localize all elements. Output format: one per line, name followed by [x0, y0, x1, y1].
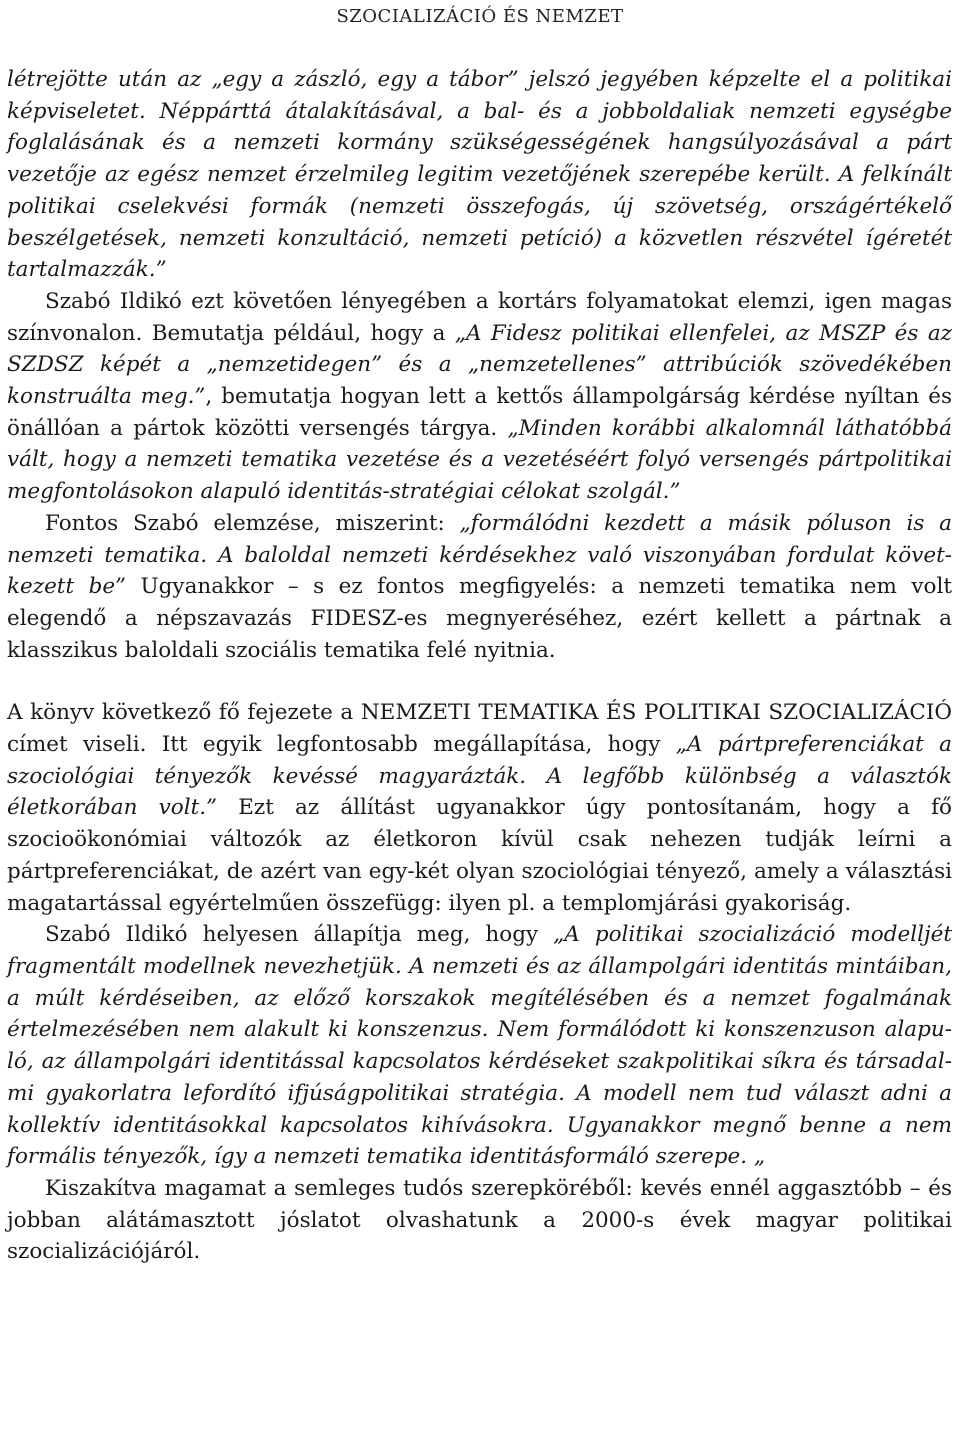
paragraph	[7, 697, 952, 919]
text-run: Fontos Szabó elemzése, miszerint:	[45, 510, 460, 536]
text-run: Kiszakítva magamat a semleges tudós szerepköréből: kevés ennél aggasztóbb – és jobban alátámasztott jóslatot olvashatunk a 2000-s évek magyar politikai szocializációjáról.	[7, 1175, 952, 1265]
text-run: Szabó Ildikó helyesen állapítja meg, hogy	[45, 922, 554, 948]
italic-quote: „formálódni kezdett a másik póluson is a nemzeti tematika. A baloldal nemzeti kérdésekhez való viszonyában fordulat következett be”	[7, 510, 953, 600]
paragraph	[7, 1173, 952, 1268]
italic-quote: „A pártpreferenciákat a szociológiai tényezők kevéssé magyarázták. A legfőbb különbség a választók életkorában volt.”	[7, 732, 952, 821]
body-text	[7, 64, 952, 1268]
paragraph	[7, 286, 952, 508]
text-run: Ezt az állítást ugyanakkor úgy pontosítanám, hogy a fő szocioökonómiai változók az életkoron kívül csak nehezen tudják leírni a pártpreferenciákat, de azért van egy-két olyan szociológiai tényező, amely a választási magatartással egyértelműen összefügg: ilyen pl. a templomjárási gyakoriság.	[7, 795, 952, 916]
italic-quote: „A Fidesz politikai ellenfelei, az MSZP és az SZDSZ képét a „nemzetidegen” és a „nemzetellenes” attribúciók szövedékében konstruálta meg.”	[7, 320, 952, 410]
italic-quote: létrejötte után az „egy a zászló, egy a tábor” jelszó jegyében képzelte el a politikai képviseletet. Néppárttá átalakításával, a bal- és a jobboldaliak nemzeti egységbe foglalásának és a nemzeti kormány szükségességének hangsúlyozásával a párt vezetője az egész nemzet érzelmileg legitim vezetőjének szerepébe került. A felkínált politikai cselekvési formák (nemzeti összefogás, új szövetség, országértékelő beszélgetések, nemzeti konzultáció, nemzeti petíció) a közvetlen részvétel ígéretét tartalmazzák.”	[7, 67, 952, 283]
paragraph	[7, 919, 952, 1173]
paragraph	[7, 508, 952, 667]
paragraph	[7, 64, 952, 286]
text-run: , bemutatja hogyan lett a kettős állampolgárság kérdése nyíltan és önállóan a pártok közötti versengés tárgya.	[7, 384, 952, 441]
text-run: Szabó Ildikó ezt követően lényegében a kortárs folyamatokat elemzi, igen magas színvonalon. Bemutatja például, hogy a	[7, 288, 952, 346]
text-run: Ugyanakkor – s ez fontos megfigyelés: a nemzeti tematika nem volt elegendő a népszavazás FIDESZ-es megnyeréséhez, ezért kellett a pártnak a klasszikus baloldali szociális tematika felé nyitnia.	[7, 574, 952, 663]
italic-quote: „Minden korábbi alkalomnál láthatóbbá vált, hogy a nemzeti tematika vezetése és a vezetéséért folyó versengés pártpolitikai megfontolásokon alapuló identitás-stratégiai célokat szolgál.”	[7, 415, 953, 505]
running-head: SZOCIALIZÁCIÓ ÉS NEMZET	[336, 6, 624, 27]
italic-quote: „A politikai szocializáció modelljét fragmentált modellnek nevezhetjük. A nemzeti és az állampolgári identitás mintáiban, a múlt kérdéseiben, az előző korszakok megítélésében és a nemzet fogalmának értelmezésében nem alakult ki konszenzus. Nem formálódott ki konszenzuson alapuló, az állampolgári identitással kapcsolatos kérdéseket szakpolitikai síkra és társadalmi gyakorlatra lefordító ifjúságpolitikai stratégia. A modell nem tud választ adni a kollektív identitásokkal kapcsolatos kihívásokra. Ugyanakkor megnő benne a nem formális tényezők, így a nemzeti tematika identitásformáló szerepe. „	[7, 922, 952, 1170]
text-run: A könyv következő fő fejezete a NEMZETI TEMATIKA ÉS POLITIKAI SZOCIALIZÁCIÓ címet viseli. Itt egyik legfontosabb megállapítása, hogy	[7, 700, 952, 758]
